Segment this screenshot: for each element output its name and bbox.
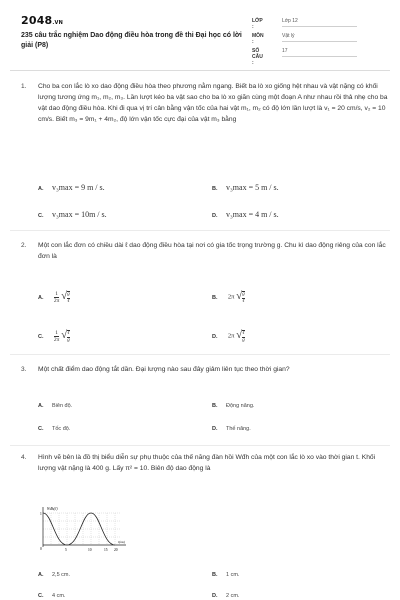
question-4-option-c[interactable]: C. 4 cm. xyxy=(38,593,66,599)
question-number: 2. xyxy=(21,242,27,249)
square-root: √ ℓ g xyxy=(61,329,70,343)
question-3-option-a[interactable]: A. Biên độ. xyxy=(38,403,73,409)
question-3-option-c[interactable]: C. Tốc độ. xyxy=(38,426,71,432)
question-3-option-d[interactable]: D. Thế năng. xyxy=(212,426,251,432)
question-number: 3. xyxy=(21,366,27,373)
question-divider xyxy=(10,230,390,231)
question-4-option-a[interactable]: A. 2,5 cm. xyxy=(38,572,71,578)
x-tick-label: 15 xyxy=(104,548,108,552)
question-text: Một chất điểm dao động tắt dần. Đại lượng nào sau đây giảm liên tục theo thời gian? xyxy=(38,366,290,373)
question-divider xyxy=(10,354,390,355)
square-root: √ g ℓ xyxy=(61,290,70,304)
question-4-option-d[interactable]: D. 2 cm. xyxy=(212,593,240,599)
fraction: $\frac{1}{2\pi}$ xyxy=(53,329,60,343)
question-text: Cho ba con lắc lò xo dao động điều hòa theo phương nằm ngang. Biết ba lò xo giống hệt nhau và vật nặng có khối lượng tương ứng m₁, m₂, m₃. Lần lượt kéo ba vật sao cho ba lò xo giãn cùng một đoạn A như nhau rồi thả nhẹ cho ba vật dao động điều hòa. Khi đi qua vị trí cân bằng vận tốc của hai vật m₁, m₂ có độ lớn lần lượt là v₁ = 20 cm/s, v₂ = 10 cm/s. Biết m₃ = 9m₁ + 4m₂, độ lớn vận tốc cực đại của vật m₃ bằng xyxy=(38,83,388,123)
question-text: Một con lắc đơn có chiều dài ℓ dao động điều hòa tại nơi có gia tốc trọng trường g. Chu kì dao động riêng của con lắc đơn là xyxy=(38,242,386,260)
question-1-option-b[interactable]: B. v₃max = 5 m / s. xyxy=(212,183,279,192)
question-2-option-d[interactable]: D. 2π √ ℓ g xyxy=(212,329,245,343)
question-4-option-b[interactable]: B. 1 cm. xyxy=(212,572,240,578)
site-logo[interactable]: 2048.VN xyxy=(21,14,63,27)
graph-grid xyxy=(43,513,120,545)
x-tick-label: 20 xyxy=(114,548,118,552)
question-2-option-b[interactable]: B. 2π √ g ℓ xyxy=(212,290,245,304)
question-divider xyxy=(10,445,390,446)
square-root: √ ℓ g xyxy=(236,329,245,343)
question-text: Hình vẽ bên là đồ thị biểu diễn sự phụ thuộc của thế năng đàn hồi Wđh của một con lắc lò xo vào thời gian t. Khối lượng vật nặng là 400 g. Lấy π² = 10. Biên độ dao động là xyxy=(38,454,376,472)
document-header xyxy=(0,0,400,66)
y-axis-label: Wđh(J) xyxy=(47,507,58,511)
question-number: 1. xyxy=(21,83,27,90)
fraction: $\frac{1}{2\pi}$ xyxy=(53,290,60,304)
origin-label: 0 xyxy=(40,547,42,551)
meta-subject-value: Vật lý xyxy=(282,33,357,42)
page-title: 235 câu trắc nghiệm Dao động điều hòa trong đề thi Đại học có lời giải (P8) xyxy=(21,32,242,49)
x-tick-label: 5 xyxy=(65,548,67,552)
question-number: 4. xyxy=(21,454,27,461)
square-root: √ g ℓ xyxy=(236,290,245,304)
meta-subject-label: MÔN : xyxy=(252,33,264,45)
question-1-option-c[interactable]: C. v₃max = 10m / s. xyxy=(38,210,107,219)
question-2-option-a[interactable]: A. $\frac{1}{2\pi}$ √ g ℓ xyxy=(38,290,70,304)
header-divider xyxy=(10,70,390,71)
energy-time-graph xyxy=(40,503,140,558)
meta-class-value: Lớp 12 xyxy=(282,18,357,27)
question-1-option-d[interactable]: D. v₃max = 4 m / s. xyxy=(212,210,279,219)
y-tick-label: 1 xyxy=(40,512,42,516)
meta-class-label: LỚP : xyxy=(252,18,263,30)
x-tick-label: 10 xyxy=(88,548,92,552)
x-axis-label: t(ms) xyxy=(118,540,125,544)
question-2-option-c[interactable]: C. $\frac{1}{2\pi}$ √ ℓ g xyxy=(38,329,70,343)
question-3-option-b[interactable]: B. Động năng. xyxy=(212,403,255,409)
question-1-option-a[interactable]: A. v₃max = 9 m / s. xyxy=(38,183,105,192)
meta-count-value: 17 xyxy=(282,48,357,57)
meta-count-label: SỐ CÂU : xyxy=(252,48,263,66)
